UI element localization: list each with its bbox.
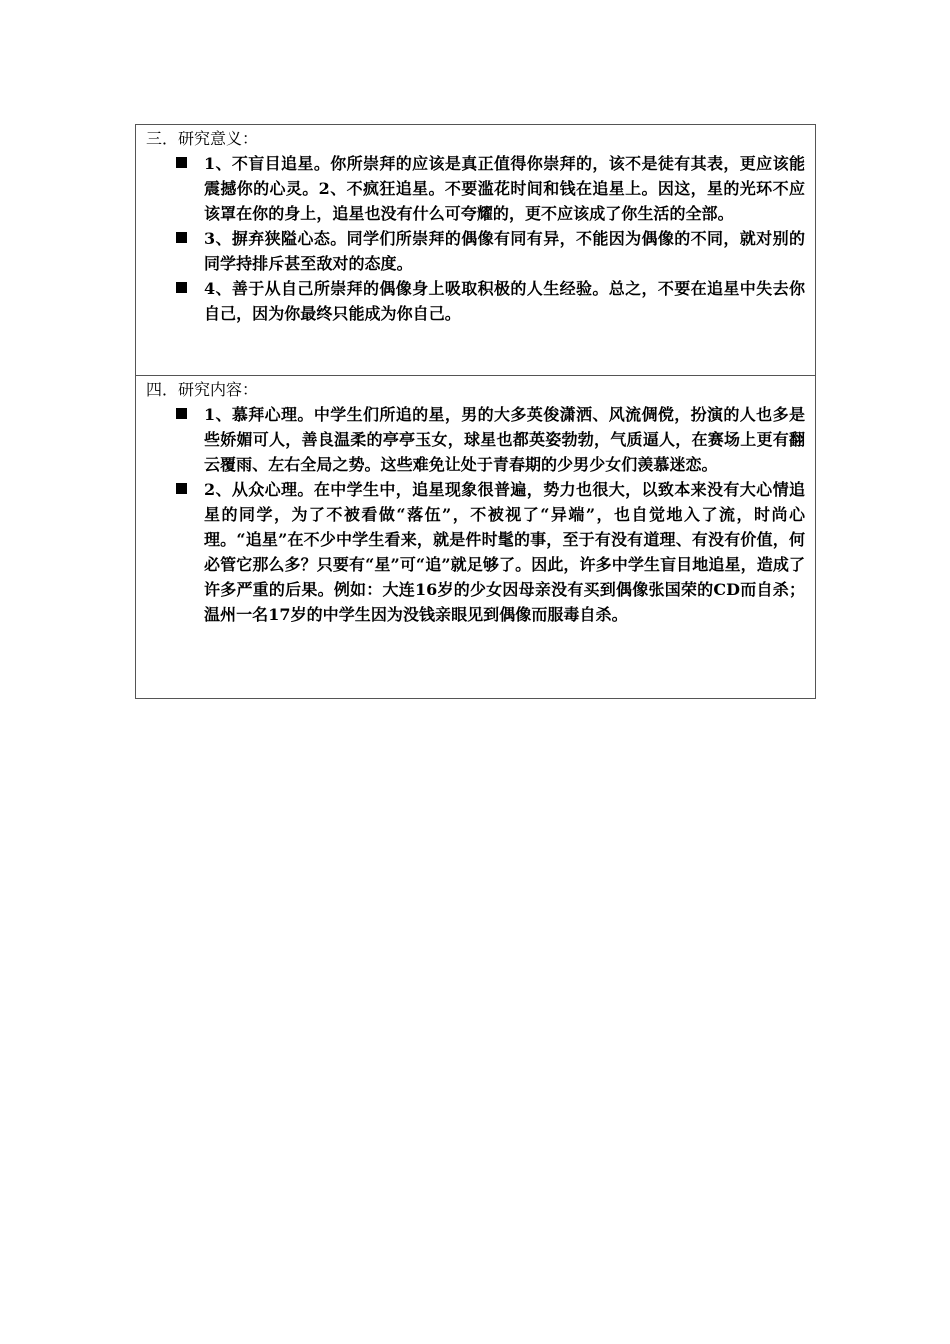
square-bullet-icon [176, 232, 187, 243]
research-significance-section [136, 125, 815, 375]
section-title: 四．研究内容： [146, 380, 259, 399]
list-item-text: 1、不盲目追星。你所崇拜的应该是真正值得你崇拜的，该不是徒有其表，更应该能震撼你的心灵。2、不疯狂追星。不要滥花时间和钱在追星上。因这，星的光环不应该罩在你的身上，追星也没有什么可夸耀的，更不应该成了你生活的全部。 [204, 154, 805, 223]
research-content-section [136, 375, 815, 698]
list-item-text: 3、摒弃狭隘心态。同学们所崇拜的偶像有同有异，不能因为偶像的不同，就对别的同学持排斥甚至敌对的态度。 [204, 229, 805, 273]
section-title: 三．研究意义： [146, 129, 259, 148]
content-list [146, 402, 805, 627]
list-item [146, 276, 805, 326]
list-item [146, 402, 805, 477]
list-item [146, 151, 805, 226]
square-bullet-icon [176, 408, 187, 419]
list-item-text: 2、从众心理。在中学生中，追星现象很普遍，势力也很大，以致本来没有大心情追星的同学，为了不被看做“落伍”，不被视了“异端”，也自觉地入了流，时尚心理。“追星”在不少中学生看来，就是件时髦的事，至于有没有道理、有没有价值，何必管它那么多？只要有“星”可“追”就足够了。因此，许多中学生盲目地追星，造成了许多严重的后果。例如：大连16岁的少女因母亲没有买到偶像张国荣的CD而自杀；温州一名17岁的中学生因为没钱亲眼见到偶像而服毒自杀。 [204, 480, 805, 624]
square-bullet-icon [176, 483, 187, 494]
list-item-text: 1、慕拜心理。中学生们所追的星，男的大多英俊潇洒、风流倜傥，扮演的人也多是些娇媚可人，善良温柔的亭亭玉女，球星也都英姿勃勃，气质逼人，在赛场上更有翻云覆雨、左右全局之势。这些难免让处于青春期的少男少女们羡慕迷恋。 [204, 405, 805, 474]
list-item [146, 477, 805, 627]
list-item-text: 4、善于从自己所崇拜的偶像身上吸取积极的人生经验。总之，不要在追星中失去你自己，因为你最终只能成为你自己。 [204, 279, 805, 323]
significance-list [146, 151, 805, 326]
square-bullet-icon [176, 157, 187, 168]
square-bullet-icon [176, 282, 187, 293]
content-table [135, 124, 816, 699]
list-item [146, 226, 805, 276]
